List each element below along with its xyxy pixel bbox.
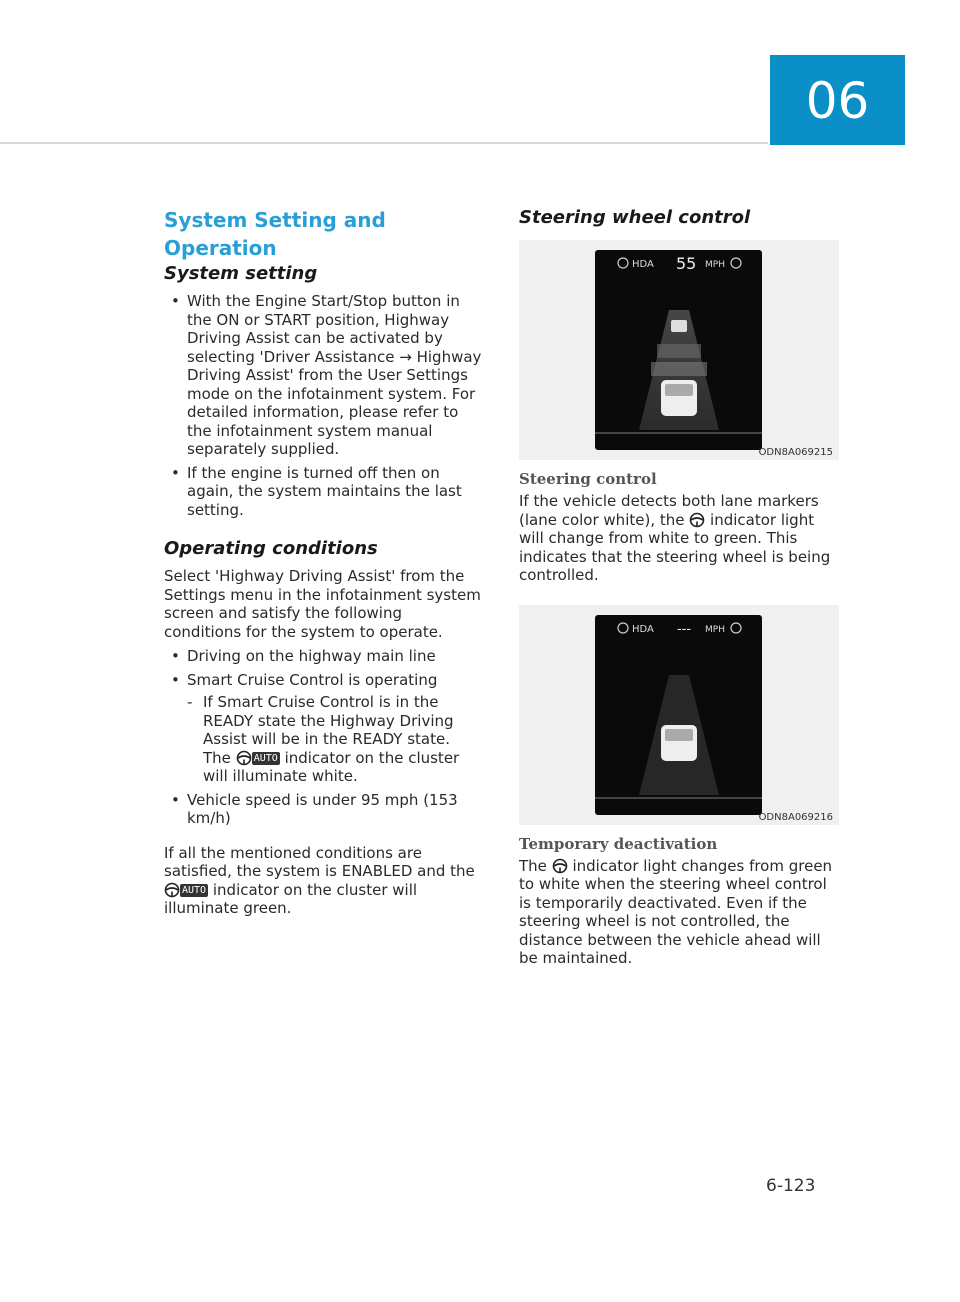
sub-list-item <box>187 693 482 786</box>
header-rule <box>0 142 768 144</box>
figure-code: ODN8A069216 <box>758 811 833 823</box>
steering-control-paragraph <box>519 492 841 585</box>
temporary-deactivation-paragraph <box>519 857 841 968</box>
operating-intro: Select 'Highway Driving Assist' from the Settings menu in the infotainment system screen and satisfy the following conditions for the system to operate. <box>164 567 481 641</box>
left-column <box>164 206 482 918</box>
auto-badge: AUTO <box>253 752 278 764</box>
system-setting-heading: System setting <box>164 263 318 284</box>
steering-wheel-icon <box>164 882 180 898</box>
caption-temporary-deactivation: Temporary deactivation <box>519 834 718 853</box>
list-item: • If the engine is turned off then on again, the system maintains the last setting. <box>164 464 482 520</box>
speed-readout: 55 <box>676 254 697 273</box>
inline-text: indicator light changes from green to white when the steering wheel control is temporarily deactivated. Even if the steering wheel is not controlled, the distance between the vehicle ahead will be maintained. <box>519 856 833 967</box>
inline-text: The <box>519 856 547 875</box>
list-item: • With the Engine Start/Stop button in the ON or START position, Highway Driving Assist can be activated by selecting 'Driver Assistance → Highway Driving Assist' from the User Settings mode on the infotainment system. For detailed information, please refer to the infotainment system manual separately supplied. <box>164 292 482 459</box>
inline-text: indicator on the cluster will illuminate white. <box>203 748 460 785</box>
chapter-tab: 06 <box>770 55 905 145</box>
operating-conditions-heading: Operating conditions <box>164 538 378 559</box>
auto-badge: AUTO <box>182 884 207 896</box>
inline-text: indicator light will change from white to green. This indicates that the steering wheel is being controlled. <box>519 510 831 584</box>
figure-code: ODN8A069215 <box>758 447 833 458</box>
system-setting-list <box>164 292 482 519</box>
sub-list <box>187 693 482 786</box>
caption-steering-control: Steering control <box>519 470 657 488</box>
speed-readout: --- <box>677 621 692 637</box>
list-item: • Vehicle speed is under 95 mph (153 km/h) <box>164 791 482 828</box>
speed-unit: MPH <box>705 260 725 270</box>
steering-wheel-icon <box>689 512 705 528</box>
list-item <box>164 671 482 786</box>
speed-unit: MPH <box>705 624 725 635</box>
conditions-list <box>164 647 482 828</box>
steering-wheel-icon <box>236 750 252 766</box>
steering-wheel-control-heading: Steering wheel control <box>519 207 751 228</box>
final-paragraph <box>164 844 482 918</box>
steering-wheel-icon <box>552 858 568 874</box>
sub-list-text <box>203 749 459 786</box>
cluster-image <box>519 240 839 460</box>
right-column <box>519 206 841 968</box>
cluster-figure-2 <box>519 605 839 825</box>
sub-list-text: If Smart Cruise Control is in the READY state the Highway Driving Assist will be in the READY state. <box>203 693 454 748</box>
list-item: • Driving on the highway main line <box>164 647 482 666</box>
hda-label: HDA <box>632 259 654 270</box>
section-title: System Setting and Operation <box>164 208 386 260</box>
inline-text: If the vehicle detects both lane markers (lane color white), the <box>519 492 819 529</box>
inline-text: indicator on the cluster will illuminate green. <box>164 880 418 917</box>
inline-text: If all the mentioned conditions are satisfied, the system is ENABLED and the <box>164 843 475 880</box>
list-item-text: Smart Cruise Control is operating <box>187 670 438 689</box>
page-number: 6-123 <box>766 1176 816 1196</box>
cluster-figure-1 <box>519 240 839 460</box>
hda-label: HDA <box>632 623 654 635</box>
cluster-image <box>519 605 839 825</box>
inline-text: The <box>203 748 231 767</box>
